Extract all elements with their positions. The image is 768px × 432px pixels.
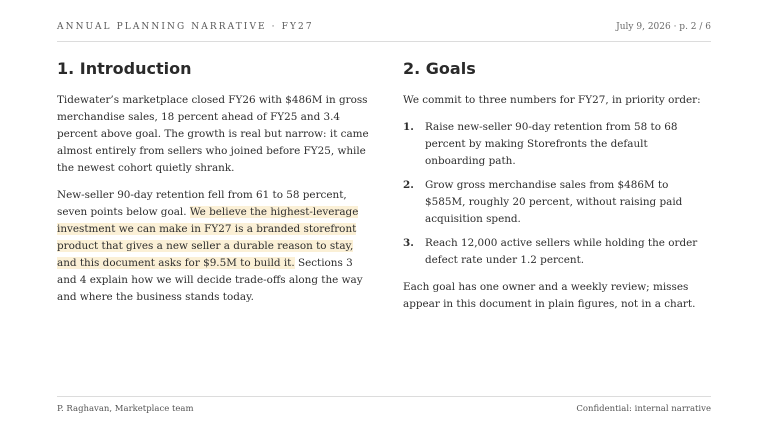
goal-item <box>403 177 711 228</box>
goals-lead: We commit to three numbers for FY27, in priority order: <box>403 94 701 106</box>
goals-section <box>403 58 711 323</box>
goal-text: Reach 12,000 active sellers while holding the order defect rate under 1.2 percent. <box>425 237 698 266</box>
goals-list <box>403 119 711 269</box>
footer-author: P. Raghavan, Marketplace team <box>57 404 194 414</box>
goal-number: 2. <box>403 179 414 191</box>
page-footer <box>57 396 711 421</box>
introduction-paragraph-1: Tidewater’s marketplace closed FY26 with $486M in gross merchandise sales, 18 percent ahead of FY25 and 3.4 percent above goal. The growth is real but narrow: it came almost entirely from sellers who joined before FY25, while the newest cohort quietly shrank. <box>57 94 369 174</box>
highlighted-statement: We believe the highest-leverage investment we can make in FY27 is a branded storefront product that gives a new seller a durable reason to stay, and this document asks for $9.5M to build it. <box>57 206 359 269</box>
goals-closing: Each goal has one owner and a weekly review; misses appear in this document in plain figures, not in a chart. <box>403 281 696 310</box>
page-header <box>57 19 711 42</box>
goal-item <box>403 119 711 170</box>
goal-item <box>403 235 711 269</box>
paragraph-2-tail: Sections 3 and 4 explain how we will decide trade-offs along the way and where the business stands today. <box>57 257 363 303</box>
footer-confidentiality: Confidential: internal narrative <box>576 404 711 414</box>
goals-heading: 2. Goals <box>403 59 476 78</box>
paragraph-2-lead: New-seller 90-day retention fell from 61 to 58 percent, seven points below goal. <box>57 189 347 218</box>
introduction-paragraph-2 <box>57 187 369 306</box>
goal-number: 3. <box>403 237 414 249</box>
introduction-heading: 1. Introduction <box>57 59 192 78</box>
introduction-section <box>57 58 369 316</box>
goal-text: Grow gross merchandise sales from $486M to $585M, roughly 20 percent, without raising paid acquisition spend. <box>425 179 683 225</box>
document-title: ANNUAL PLANNING NARRATIVE · FY27 <box>57 22 314 32</box>
goal-number: 1. <box>403 121 414 133</box>
goal-text: Raise new-seller 90-day retention from 58 to 68 percent by making Storefronts the default onboarding path. <box>425 121 678 167</box>
page-meta: July 9, 2026 · p. 2 / 6 <box>616 22 711 32</box>
document-page <box>57 0 711 432</box>
